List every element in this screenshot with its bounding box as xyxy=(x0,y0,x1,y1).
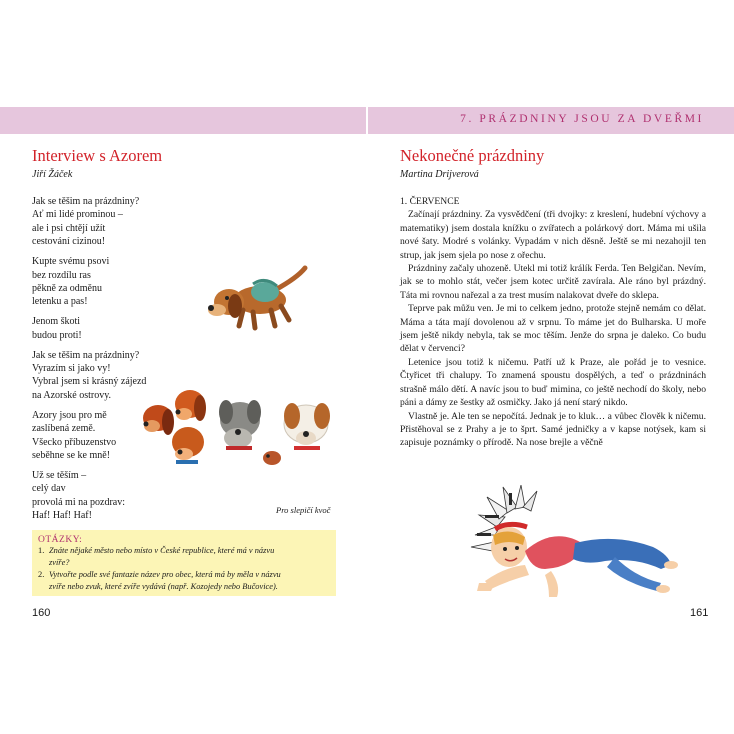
question-text xyxy=(49,569,281,593)
poem-stanza xyxy=(32,315,146,342)
poem-line: Kupte svému psovi xyxy=(32,256,110,268)
poem-line: na Azorské ostrovy. xyxy=(32,389,112,401)
question-text-line: Vytvořte podle své fantazie název pro obec, která má by měla v názvu xyxy=(49,570,281,579)
poem-stanza xyxy=(32,469,146,523)
story-author: Martina Drijverová xyxy=(400,169,479,180)
questions-box xyxy=(32,530,336,596)
story-paragraph: Letenice jsou totiž k ničemu. Patří už k Praze, ale pořád je to vesnice. Čtyřicet tři chalupy. To znamená spoustu dospělých, a teď o prázdninách strašně málo dětí. A navíc jsou to buď mimina, co ještě nechodí do školy, nebo páni a dámy ze šestky až osmičky. Jako já není starý nikdo. xyxy=(400,356,706,409)
poem-title: Interview s Azorem xyxy=(32,146,163,165)
poem-line: Jak se těšim na prázdniny? xyxy=(32,196,140,207)
poem-line: Jak se těšim na prázdniny? xyxy=(32,349,140,361)
poem-line: zaslíbená země. xyxy=(32,423,96,435)
poem-line: pěkně za odměnu xyxy=(32,282,102,294)
poem-line: Už se těším – xyxy=(32,469,87,481)
poem-stanza xyxy=(32,255,146,309)
poem-stanza xyxy=(32,409,146,463)
poem-line: Vybral jsem si krásný zájezd xyxy=(32,376,147,388)
poem-line: budou proti! xyxy=(32,329,82,341)
poem-line: seběhne se ke mně! xyxy=(32,449,111,461)
child-with-headdress-illustration xyxy=(465,485,680,607)
poem-line: Azory jsou pro mě xyxy=(32,409,107,421)
story-title: Nekonečné prázdniny xyxy=(400,146,545,165)
poem-line: Ať mi lidé prominou – xyxy=(32,209,123,221)
poem-line: provolá mi na pozdrav: xyxy=(32,496,126,508)
poem-stanza xyxy=(32,349,146,403)
question-text-line: zvíře nebo zvuk, které zvíře vydává (např. Kozojedy nebo Bučovice). xyxy=(49,582,278,591)
story-text xyxy=(400,195,706,450)
story-date-heading: 1. ČERVENCE xyxy=(400,196,460,207)
poem-line: bez rozdílu ras xyxy=(32,269,91,281)
question-text-line: zvíře? xyxy=(49,558,70,567)
story-paragraph: Vlastně je. Ale ten se nepočítá. Jednak je to kluk… a vůbec člověk k ničemu. Přistěhoval se z Prahy a je to šprt. Samé jedničky a v kapse notýsek, kam si zapisuje poznámky o přírodě. Na nose brejle a věčně xyxy=(400,410,706,449)
poem xyxy=(32,195,146,529)
story-paragraph: Teprve pak můžu ven. Je mi to celkem jedno, protože stejně nemám co dělat. Máma a táta mají dovolenou až v srpnu. To máme jet do Bulharska. U moře jsem ještě nikdy nebyla, tak se moc těším. Jenže do srpna je daleko. Co budu dělat v červenci? xyxy=(400,303,706,355)
page-number-right: 161 xyxy=(690,607,709,619)
poem-line: cestování cizinou! xyxy=(32,236,106,248)
chapter-title: 7. PRÁZDNINY JSOU ZA DVEŘMI xyxy=(460,113,704,125)
question-number: 2. xyxy=(38,570,45,579)
question-text xyxy=(49,545,274,569)
dogs-group-illustration xyxy=(138,380,342,475)
poem-source-credit: Pro slepičí kvoč xyxy=(276,505,331,515)
story-paragraph: Prázdniny začaly uhozeně. Utekl mi totiž králík Ferda. Ten Belgičan. Nevím, jak se to mohlo stát, večer jsem kotec určitě zavírala. Ale ráno byl prázdný. Táta mi rovnou nařezal a za trest musím nalakovat dveře do sklepa. xyxy=(400,263,706,301)
poem-line: Haf! Haf! Haf! xyxy=(32,510,92,522)
questions-heading: OTÁZKY: xyxy=(38,535,83,545)
poem-line: Vyrazím si jako vy! xyxy=(32,362,111,374)
poem-line: ale i psi chtějí užít xyxy=(32,222,106,234)
poem-line: letenku a pas! xyxy=(32,296,88,308)
poem-line: celý dav xyxy=(32,483,66,495)
question-item xyxy=(38,569,330,593)
poem-line: Všecko příbuzenstvo xyxy=(32,436,117,448)
right-page xyxy=(367,0,734,734)
page-number-left: 160 xyxy=(32,607,51,619)
poem-stanza xyxy=(32,195,146,249)
poem-author: Jiří Žáček xyxy=(32,169,73,180)
question-number: 1. xyxy=(38,546,45,555)
question-text-line: Znáte nějaké město nebo místo v České republice, které má v názvu xyxy=(49,546,275,555)
dog-with-backpack-illustration xyxy=(205,262,317,334)
poem-line: Jenom škoti xyxy=(32,316,81,328)
question-item xyxy=(38,545,330,569)
story-paragraph: Začínají prázdniny. Za vysvědčení (tři dvojky: z kreslení, hudební výchovy a matematiky) jsem dostala knížku o zvířatech a polárkový dort. Máma mi ušila nové šaty. Modré s volánky. Vypadám v nich děsně. Ještě se mi nezahojil ten strup, jak jsem sjela po nose z ořechu. xyxy=(400,209,706,261)
